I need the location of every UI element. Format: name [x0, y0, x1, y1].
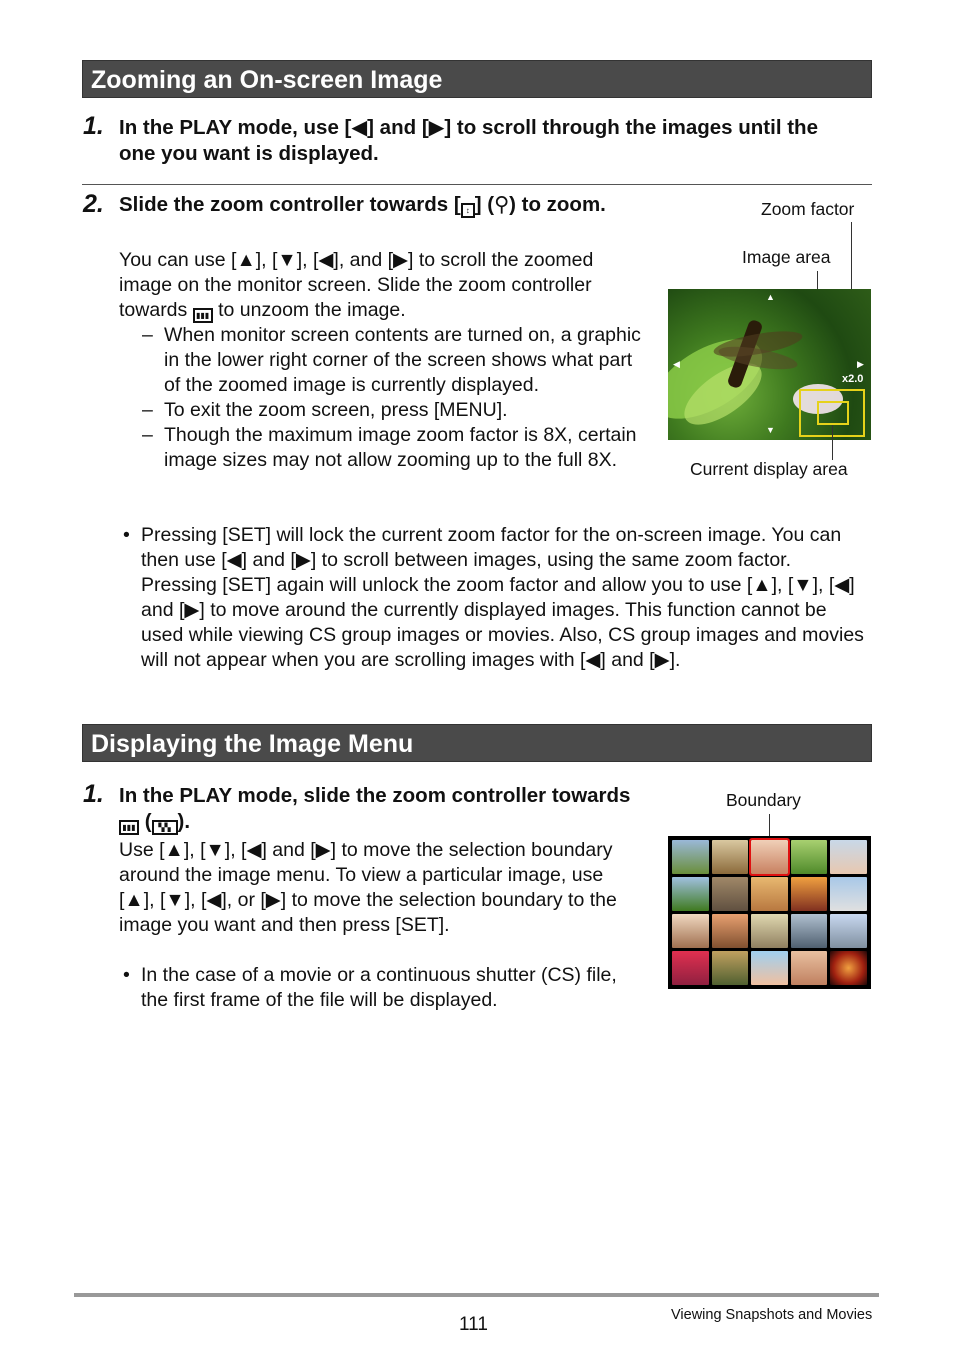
telephoto-icon: ↕ [461, 203, 475, 218]
thumbnail [751, 951, 788, 985]
section-heading-zooming: Zooming an On-screen Image [82, 60, 872, 98]
thumbnail [830, 877, 867, 911]
dash-item: – Though the maximum image zoom factor is 8X, certain image sizes may not allow zooming up to the full 8X. [142, 424, 637, 471]
zoom-factor-label: Zoom factor [761, 199, 855, 219]
thumbnail [830, 914, 867, 948]
thumbnail [672, 840, 709, 874]
thumbnail [712, 914, 749, 948]
page-number: 111 [459, 1314, 488, 1335]
thumbnail [830, 840, 867, 874]
boundary-label: Boundary [726, 790, 801, 810]
step-title: Slide the zoom controller towards [ ↕ ] (⚲) to zoom. [119, 193, 606, 216]
divider [82, 184, 872, 185]
dash-list [142, 323, 644, 473]
thumbnail [751, 877, 788, 911]
grid-icon: ▚▚ [152, 820, 178, 835]
thumbnail [830, 951, 867, 985]
step-number: 1. [83, 112, 104, 140]
dash-item: – When monitor screen contents are turned on, a graphic in the lower right corner of the screen shows what part of the zoomed image is currently displayed. [142, 324, 641, 396]
selected-thumbnail [751, 840, 788, 874]
zoom-readout: x2.0 [842, 373, 864, 385]
thumbnail [712, 877, 749, 911]
chapter-title: Viewing Snapshots and Movies [671, 1307, 873, 1323]
left-arrow-icon: ◀ [673, 359, 680, 369]
step-body: Use [▲], [▼], [◀] and [▶] to move the selection boundary around the image menu. To view a particular image, use [▲], [▼], [◀], or [▶] to move the selection boundary to the image you want and then press [SET]. [119, 839, 617, 936]
step-number: 2. [83, 190, 104, 218]
thumbnail [791, 877, 828, 911]
bullet-item: • Pressing [SET] will lock the current zoom factor for the on-screen image. You can then use [◀] and [▶] to scroll between images, using the same zoom factor. Pressing [SET] again will unlock the zoom factor and allow you to use [▲], [▼], [◀] and [▶] to move around the currently displayed images. This function cannot be used while viewing CS group images or movies. Also, CS group images and movies will not appear when you are scrolling images with [◀] and [▶]. [123, 524, 864, 671]
bullet-list [123, 963, 641, 1013]
current-display-area-label: Current display area [690, 459, 848, 479]
bullet-list [123, 523, 866, 673]
up-arrow-icon: ▲ [766, 292, 775, 302]
thumbnail [791, 840, 828, 874]
thumbnail [712, 951, 749, 985]
thumbnail [672, 877, 709, 911]
magnify-icon: ⚲ [494, 193, 510, 216]
wide-angle-icon: ▮▮▮ [119, 820, 139, 835]
thumbnail [791, 914, 828, 948]
image-area-label: Image area [742, 247, 831, 267]
step-title: In the PLAY mode, use [◀] and [▶] to scroll through the images until the one you want is displayed. [119, 116, 818, 165]
image-menu-grid [668, 836, 871, 989]
thumbnail [712, 840, 749, 874]
step-title: In the PLAY mode, slide the zoom controller towards ▮▮▮ ( ▚▚ ). [119, 784, 631, 833]
bullet-item: • In the case of a movie or a continuous shutter (CS) file, the first frame of the file will be displayed. [123, 964, 617, 1011]
step-number: 1. [83, 780, 104, 808]
down-arrow-icon: ▼ [766, 425, 775, 435]
current-display-box [817, 401, 849, 425]
step-body: You can use [▲], [▼], [◀], and [▶] to scroll the zoomed image on the monitor screen. Slide the zoom controller towards ▮▮▮ to unzoom the image. [119, 249, 594, 321]
footer-rule [74, 1293, 879, 1297]
thumbnail [751, 914, 788, 948]
zoomed-photo [668, 289, 871, 440]
right-arrow-icon: ▶ [857, 359, 864, 369]
section-heading-image-menu: Displaying the Image Menu [82, 724, 872, 762]
wide-angle-icon: ▮▮▮ [193, 308, 213, 323]
leader-line [769, 814, 770, 838]
dash-item: – To exit the zoom screen, press [MENU]. [142, 399, 508, 421]
leader-line [832, 425, 833, 460]
thumbnail [672, 914, 709, 948]
thumbnail [791, 951, 828, 985]
thumbnail [672, 951, 709, 985]
